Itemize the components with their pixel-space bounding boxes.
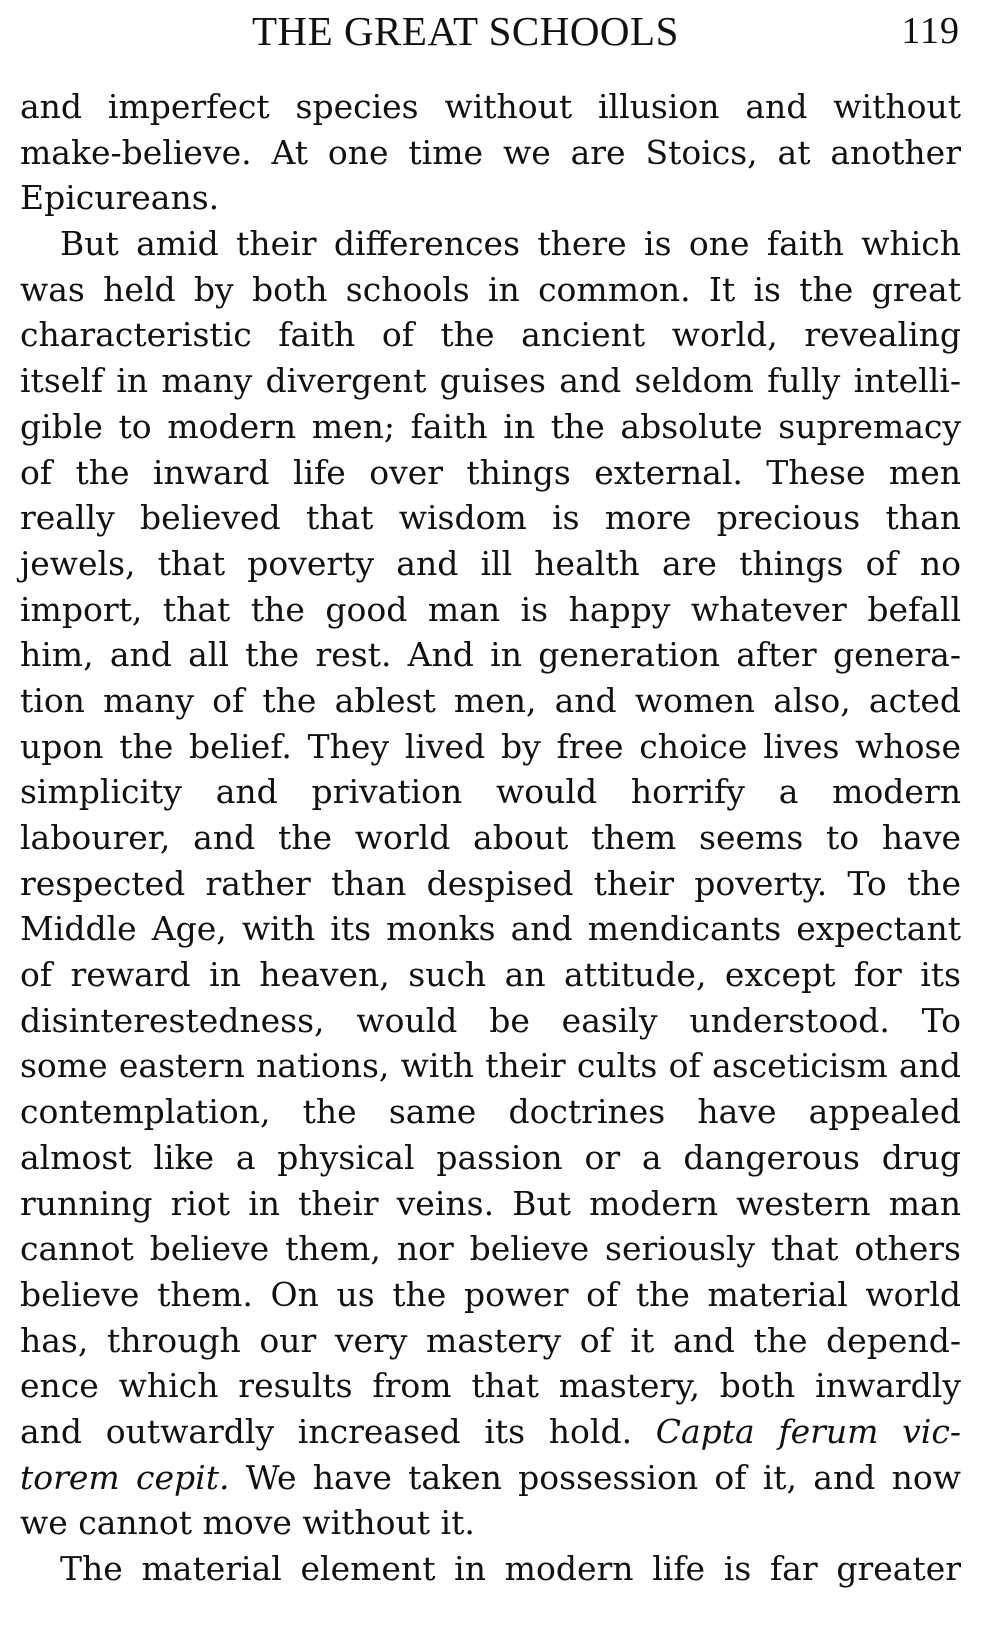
text-line: really believed that wisdom is more precious than bbox=[20, 498, 961, 538]
running-title: THE GREAT SCHOOLS bbox=[252, 8, 679, 54]
text-line: almost like a physical passion or a dangerous drug bbox=[20, 1137, 961, 1177]
text-line: of reward in heaven, such an attitude, except for its bbox=[20, 955, 961, 995]
latin-quote-italic: Capta ferum vic- bbox=[655, 1411, 961, 1451]
text-line: jewels, that poverty and ill health are things of no bbox=[20, 543, 961, 583]
text-line: some eastern nations, with their cults of asceticism and bbox=[20, 1046, 961, 1086]
text-line: labourer, and the world about them seems to have bbox=[20, 818, 961, 857]
text-line: gible to modern men; faith in the absolute supremacy bbox=[20, 406, 961, 446]
text-line: disinterestedness, would be easily understood. To bbox=[20, 1000, 961, 1040]
running-head bbox=[0, 8, 988, 54]
text-line: characteristic faith of the ancient world, revealing bbox=[20, 315, 961, 355]
text-line: Epicureans. bbox=[20, 178, 220, 218]
text-line: was held by both schools in common. It is the great bbox=[20, 269, 961, 309]
body-text bbox=[20, 84, 961, 1592]
text-line: ence which results from that mastery, both inwardly bbox=[20, 1366, 961, 1406]
page-number: 119 bbox=[901, 10, 960, 52]
text-line: believe them. On us the power of the material world bbox=[20, 1274, 961, 1314]
paragraph-start-line: But amid their differences there is one faith which bbox=[60, 224, 961, 264]
text-run: and outwardly increased its hold. bbox=[20, 1411, 656, 1451]
paragraph-start-line: The material element in modern life is far greater bbox=[60, 1549, 961, 1588]
text-line: contemplation, the same doctrines have appealed bbox=[20, 1092, 961, 1132]
text-line: and imperfect species without illusion and without bbox=[20, 87, 961, 126]
text-line: Middle Age, with its monks and mendicants expectant bbox=[20, 909, 961, 949]
text-line: running riot in their veins. But modern western man bbox=[20, 1183, 961, 1223]
text-line: of the inward life over things external. These men bbox=[20, 452, 961, 492]
latin-quote-line-continued bbox=[20, 1455, 961, 1501]
text-line: import, that the good man is happy whatever befall bbox=[20, 589, 961, 629]
text-line: respected rather than despised their poverty. To the bbox=[20, 863, 961, 903]
text-line: has, through our very mastery of it and the depend- bbox=[20, 1320, 961, 1360]
paragraph-end-line: we cannot move without it. bbox=[20, 1503, 475, 1543]
text-line: itself in many divergent guises and seldom fully intelli- bbox=[20, 361, 961, 401]
text-line: upon the belief. They lived by free choice lives whose bbox=[20, 726, 961, 766]
text-line: him, and all the rest. And in generation after genera- bbox=[20, 635, 961, 675]
latin-quote-line bbox=[20, 1409, 961, 1455]
text-line: cannot believe them, nor believe seriously that others bbox=[20, 1229, 961, 1269]
text-run: We have taken possession of it, and now bbox=[229, 1457, 962, 1497]
text-line: simplicity and privation would horrify a modern bbox=[20, 772, 961, 812]
text-line: make-believe. At one time we are Stoics, at another bbox=[20, 132, 961, 172]
latin-quote-italic-end: torem cepit. bbox=[20, 1457, 230, 1497]
text-line: tion many of the ablest men, and women also, acted bbox=[20, 680, 961, 720]
